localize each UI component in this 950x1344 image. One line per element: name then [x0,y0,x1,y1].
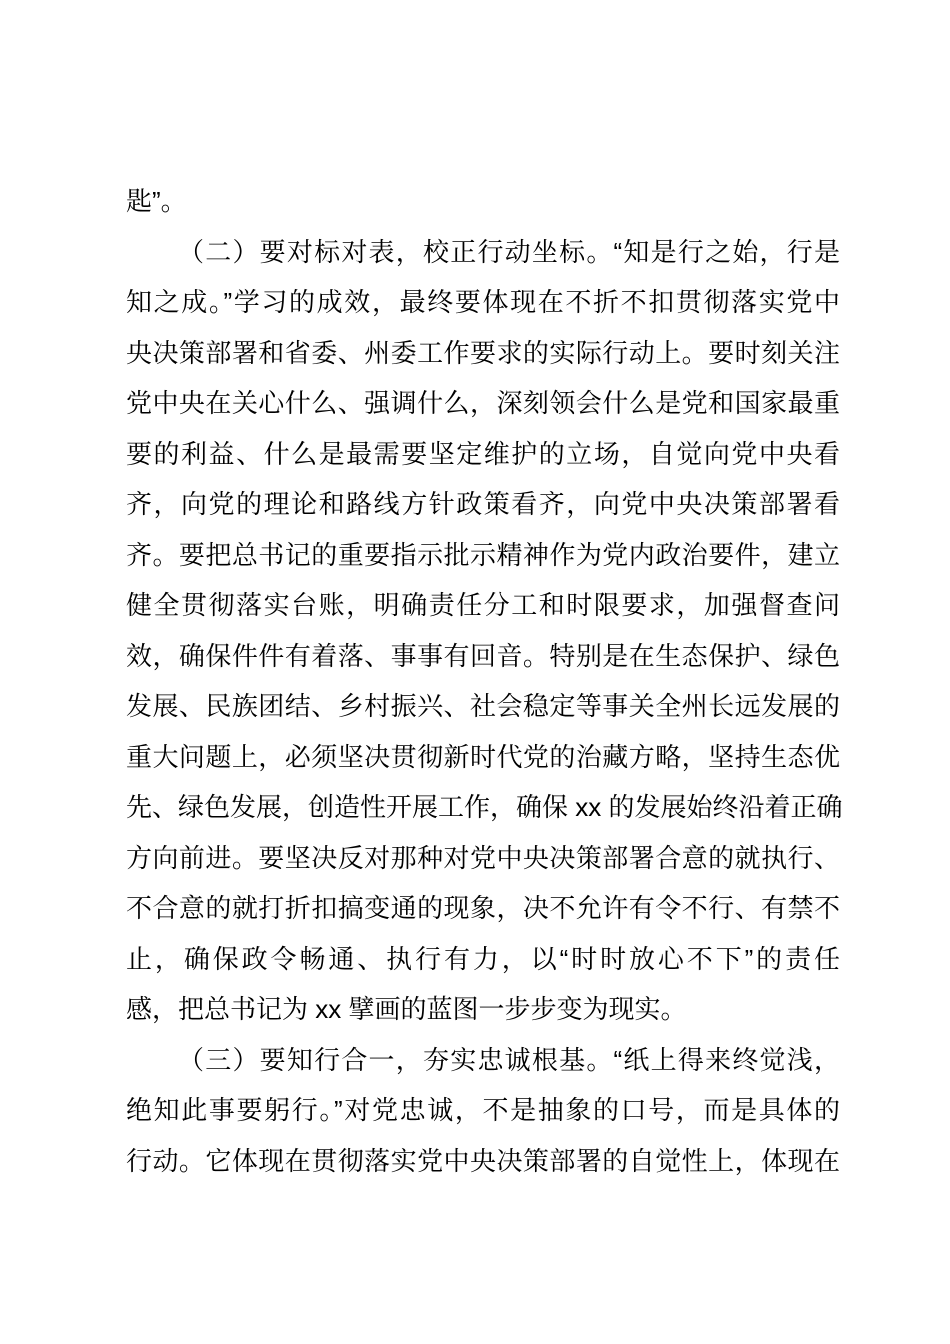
text-line: 健全贯彻落实台账，明确责任分工和时限要求，加强督查问 [126,590,840,620]
text-line: 匙”。 [126,186,187,216]
text-line: （三）要知行合一，夯实忠诚根基。“纸上得来终觉浅， [178,1044,840,1075]
text-line: 要的利益、什么是最需要坚定维护的立场，自觉向党中央看 [126,438,840,469]
document-text-block [126,176,843,1186]
text-line: 方向前进。要坚决反对那种对党中央决策部署合意的就执行、 [126,842,840,873]
text-line: 央决策部署和省委、州委工作要求的实际行动上。要时刻关注 [126,337,840,368]
text-line: 党中央在关心什么、强调什么，深刻领会什么是党和国家最重 [126,388,840,418]
text-line: 齐。要把总书记的重要指示批示精神作为党内政治要件，建立 [126,539,840,570]
text-line: 感，把总书记为 xx 擘画的蓝图一步步变为现实。 [126,994,687,1024]
text-line: 绝知此事要躬行。”对党忠诚，不是抽象的口号，而是具体的 [126,1095,840,1125]
text-line: （二）要对标对表，校正行动坐标。“知是行之始，行是 [178,236,840,267]
text-line: 知之成。”学习的成效，最终要体现在不折不扣贯彻落实党中 [126,287,840,317]
text-line: 齐，向党的理论和路线方针政策看齐，向党中央决策部署看 [126,489,840,519]
text-line: 行动。它体现在贯彻落实党中央决策部署的自觉性上，体现在 [126,1145,840,1176]
text-line: 效，确保件件有着落、事事有回音。特别是在生态保护、绿色 [126,640,840,671]
text-line: 重大问题上，必须坚决贯彻新时代党的治藏方略，坚持生态优 [126,741,840,772]
text-line: 止，确保政令畅通、执行有力，以“时时放心不下”的责任 [126,943,840,974]
text-line: 先、绿色发展，创造性开展工作，确保 xx 的发展始终沿着正确 [126,792,843,822]
text-line: 发展、民族团结、乡村振兴、社会稳定等事关全州长远发展的 [126,691,840,721]
text-line: 不合意的就打折扣搞变通的现象，决不允许有令不行、有禁不 [126,893,840,923]
